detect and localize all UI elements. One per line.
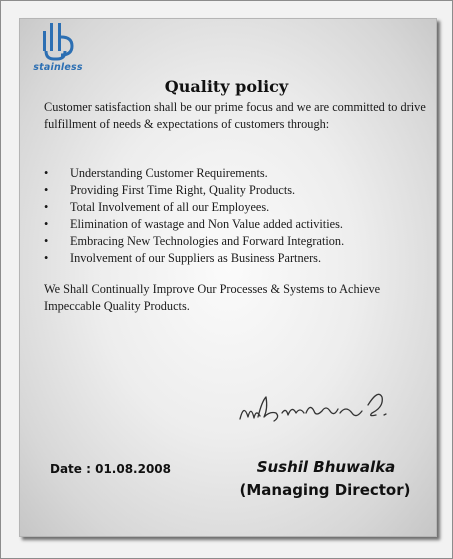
- bullet-icon: •: [44, 250, 49, 265]
- page-title: Quality policy: [164, 77, 289, 96]
- list-item: • Understanding Customer Requirements.: [44, 166, 268, 180]
- intro-paragraph: Customer satisfaction shall be our prime focus and we are committed to drive fulfillment of needs & expectations of customers through:: [44, 100, 426, 131]
- closing-statement: We Shall Continually Improve Our Processes & Systems to Achieve Impeccable Quality Products.: [44, 282, 381, 313]
- bullet-icon: •: [44, 233, 49, 248]
- list-item: • Providing First Time Right, Quality Products.: [44, 182, 296, 197]
- logo-text: stainless: [33, 62, 83, 73]
- signer-name: Sushil Bhuwalka: [256, 458, 396, 476]
- bullet-icon: •: [44, 166, 49, 180]
- bullet-icon: •: [44, 182, 49, 197]
- list-item: • Involvement of our Suppliers as Business Partners.: [44, 250, 322, 265]
- stainless-logo-icon: [28, 19, 88, 63]
- list-item: • Elimination of wastage and Non Value added activities.: [44, 216, 343, 231]
- policy-list: [44, 165, 439, 266]
- company-logo: [28, 19, 88, 83]
- list-item: • Embracing New Technologies and Forward Integration.: [44, 233, 345, 248]
- document-date: Date : 01.08.2008: [50, 462, 172, 476]
- signer-title: (Managing Director): [239, 481, 411, 499]
- bullet-icon: •: [44, 216, 49, 231]
- handwritten-signature: [236, 383, 396, 431]
- bullet-icon: •: [44, 199, 49, 214]
- list-item: • Total Involvement of all our Employees.: [44, 199, 270, 214]
